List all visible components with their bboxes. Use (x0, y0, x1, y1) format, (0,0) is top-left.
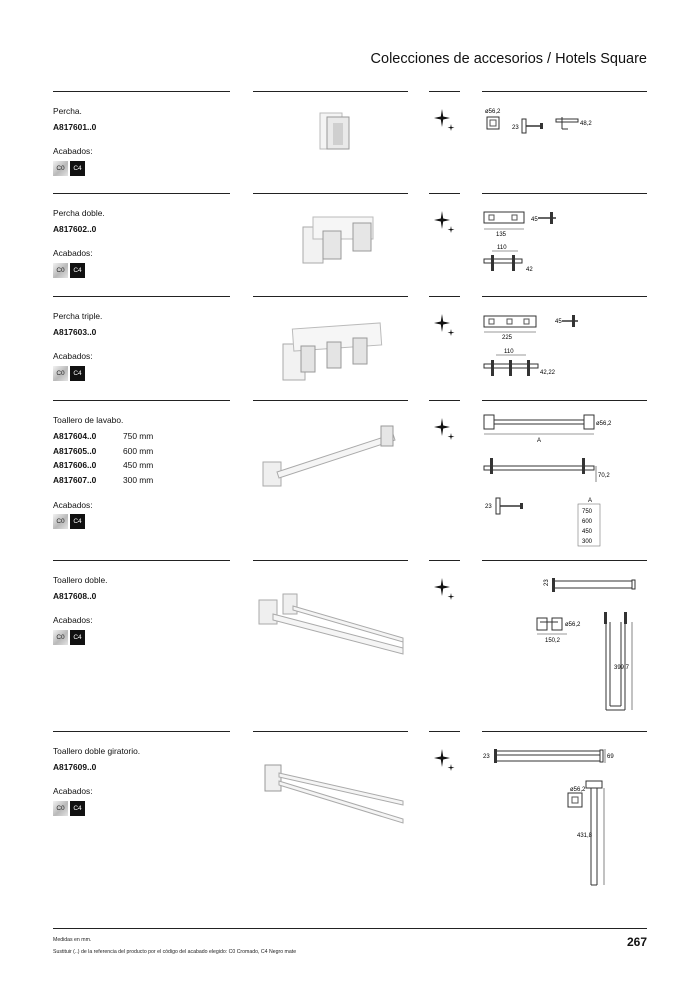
product-name: Toallero de lavabo. (53, 415, 124, 425)
divider (253, 91, 408, 92)
divider (429, 91, 460, 92)
footer-divider (53, 928, 647, 929)
dim-label: 69 (607, 754, 614, 760)
product-code: A817608..0 (53, 591, 97, 601)
product-row-percha-triple (53, 296, 647, 396)
finishes-label: Acabados: (53, 615, 93, 625)
page-number: 267 (626, 935, 647, 949)
divider (253, 731, 408, 732)
product-name: Percha triple. (53, 311, 103, 321)
divider (53, 731, 230, 732)
divider (482, 91, 647, 92)
swatch-c4: C4 (70, 263, 85, 278)
dim-label: ø56,2 (570, 787, 586, 793)
dim-table-value: 450 (582, 529, 593, 535)
variant-code: A817606..0 (53, 460, 97, 470)
product-code: A817601..0 (53, 122, 97, 132)
technical-drawing (482, 105, 647, 165)
product-photo (253, 412, 408, 507)
product-row-percha (53, 91, 647, 191)
divider (53, 400, 230, 401)
sparkle-icon (429, 414, 460, 445)
swatch-c0: C0 (53, 514, 68, 529)
product-row-toallero-doble (53, 560, 647, 725)
divider (429, 193, 460, 194)
product-photo (253, 201, 408, 281)
swatch-c0: C0 (53, 630, 68, 645)
divider (253, 193, 408, 194)
swatch-c4: C4 (70, 366, 85, 381)
variant-list (53, 431, 153, 489)
swatch-c0: C0 (53, 161, 68, 176)
finish-swatches (53, 630, 87, 645)
technical-drawing (482, 410, 647, 555)
footer-note-finish-codes: Sustituir (..) de la referencia del producto por el código del acabado elegido: C0 Cromado, C4 Negro mate (53, 949, 297, 955)
dim-label: 23 (483, 754, 490, 760)
technical-drawing (482, 207, 647, 292)
finish-swatches (53, 801, 87, 816)
dim-label: 23 (512, 125, 519, 131)
sparkle-icon (429, 105, 460, 136)
variant-row (53, 475, 153, 490)
finish-swatches (53, 161, 87, 176)
divider (53, 91, 230, 92)
divider (253, 560, 408, 561)
dim-label: 110 (497, 245, 507, 251)
divider (482, 560, 647, 561)
dim-label: 42 (526, 267, 533, 273)
swatch-c4: C4 (70, 801, 85, 816)
swatch-c4: C4 (70, 161, 85, 176)
product-row-toallero-lavabo (53, 400, 647, 550)
variant-size: 450 mm (123, 460, 154, 470)
product-photo (253, 101, 408, 181)
page-title: Colecciones de accesorios / Hotels Square (370, 51, 647, 67)
sparkle-icon (429, 745, 460, 776)
sparkle-icon (429, 574, 460, 605)
variant-row (53, 446, 153, 461)
product-name: Percha. (53, 106, 82, 116)
divider (429, 400, 460, 401)
dim-label: 70,2 (598, 473, 610, 479)
divider (53, 193, 230, 194)
dim-label: 150,2 (545, 638, 561, 644)
technical-drawing (482, 310, 647, 395)
divider (253, 400, 408, 401)
finish-swatches (53, 366, 87, 381)
product-photo (253, 304, 408, 389)
product-code: A817609..0 (53, 762, 97, 772)
dim-table-header: A (588, 498, 593, 504)
sparkle-icon (429, 207, 460, 238)
dim-label: 48,2 (580, 121, 592, 127)
dim-label: 23 (485, 504, 492, 510)
finishes-label: Acabados: (53, 786, 93, 796)
product-name: Percha doble. (53, 208, 105, 218)
swatch-c0: C0 (53, 366, 68, 381)
finish-swatches (53, 514, 87, 529)
product-name: Toallero doble giratorio. (53, 746, 141, 756)
dim-label: 431,8 (577, 833, 593, 839)
divider (53, 296, 230, 297)
dim-label: 45 (555, 319, 562, 325)
variant-size: 300 mm (123, 474, 154, 485)
dim-table-value: 300 (582, 539, 593, 545)
variant-code: A817605..0 (53, 445, 97, 456)
divider (429, 731, 460, 732)
finishes-label: Acabados: (53, 351, 93, 361)
product-photo (253, 755, 408, 865)
divider (482, 731, 647, 732)
product-row-toallero-giratorio (53, 731, 647, 891)
divider (53, 560, 230, 561)
divider (253, 296, 408, 297)
variant-size: 600 mm (123, 445, 154, 456)
swatch-c0: C0 (53, 801, 68, 816)
dim-label: ø56,2 (565, 622, 581, 628)
dim-table-value: 750 (582, 509, 593, 515)
variant-row (53, 431, 153, 446)
technical-drawing (482, 745, 647, 905)
finishes-label: Acabados: (53, 500, 93, 510)
variant-code: A817607..0 (53, 474, 97, 485)
dim-label: A (537, 438, 542, 444)
product-photo (253, 580, 408, 690)
product-name: Toallero doble. (53, 575, 108, 585)
divider (429, 560, 460, 561)
variant-code: A817604..0 (53, 431, 97, 441)
dim-label: 110 (504, 349, 514, 355)
technical-drawing (482, 574, 647, 739)
dim-label: 399,7 (614, 665, 630, 671)
divider (482, 296, 647, 297)
swatch-c4: C4 (70, 514, 85, 529)
divider (429, 296, 460, 297)
divider (482, 400, 647, 401)
finishes-label: Acabados: (53, 146, 93, 156)
dim-label: 135 (496, 232, 507, 238)
variant-row (53, 460, 153, 475)
sparkle-icon (429, 310, 460, 341)
finishes-label: Acabados: (53, 248, 93, 258)
dim-label: 45 (531, 217, 538, 223)
product-code: A817603..0 (53, 327, 97, 337)
variant-size: 750 mm (123, 431, 154, 441)
swatch-c4: C4 (70, 630, 85, 645)
swatch-c0: C0 (53, 263, 68, 278)
product-code: A817602..0 (53, 224, 97, 234)
finish-swatches (53, 263, 87, 278)
dim-label: ø56,2 (596, 421, 612, 427)
divider (482, 193, 647, 194)
dim-table-value: 600 (582, 519, 593, 525)
dim-label: ø56,2 (485, 109, 501, 115)
product-row-percha-doble (53, 193, 647, 293)
footer-note-units: Medidas en mm. (53, 937, 92, 943)
dim-label: 23 (544, 579, 550, 586)
dim-label: 42,22 (540, 370, 556, 376)
dim-label: 225 (502, 335, 513, 341)
